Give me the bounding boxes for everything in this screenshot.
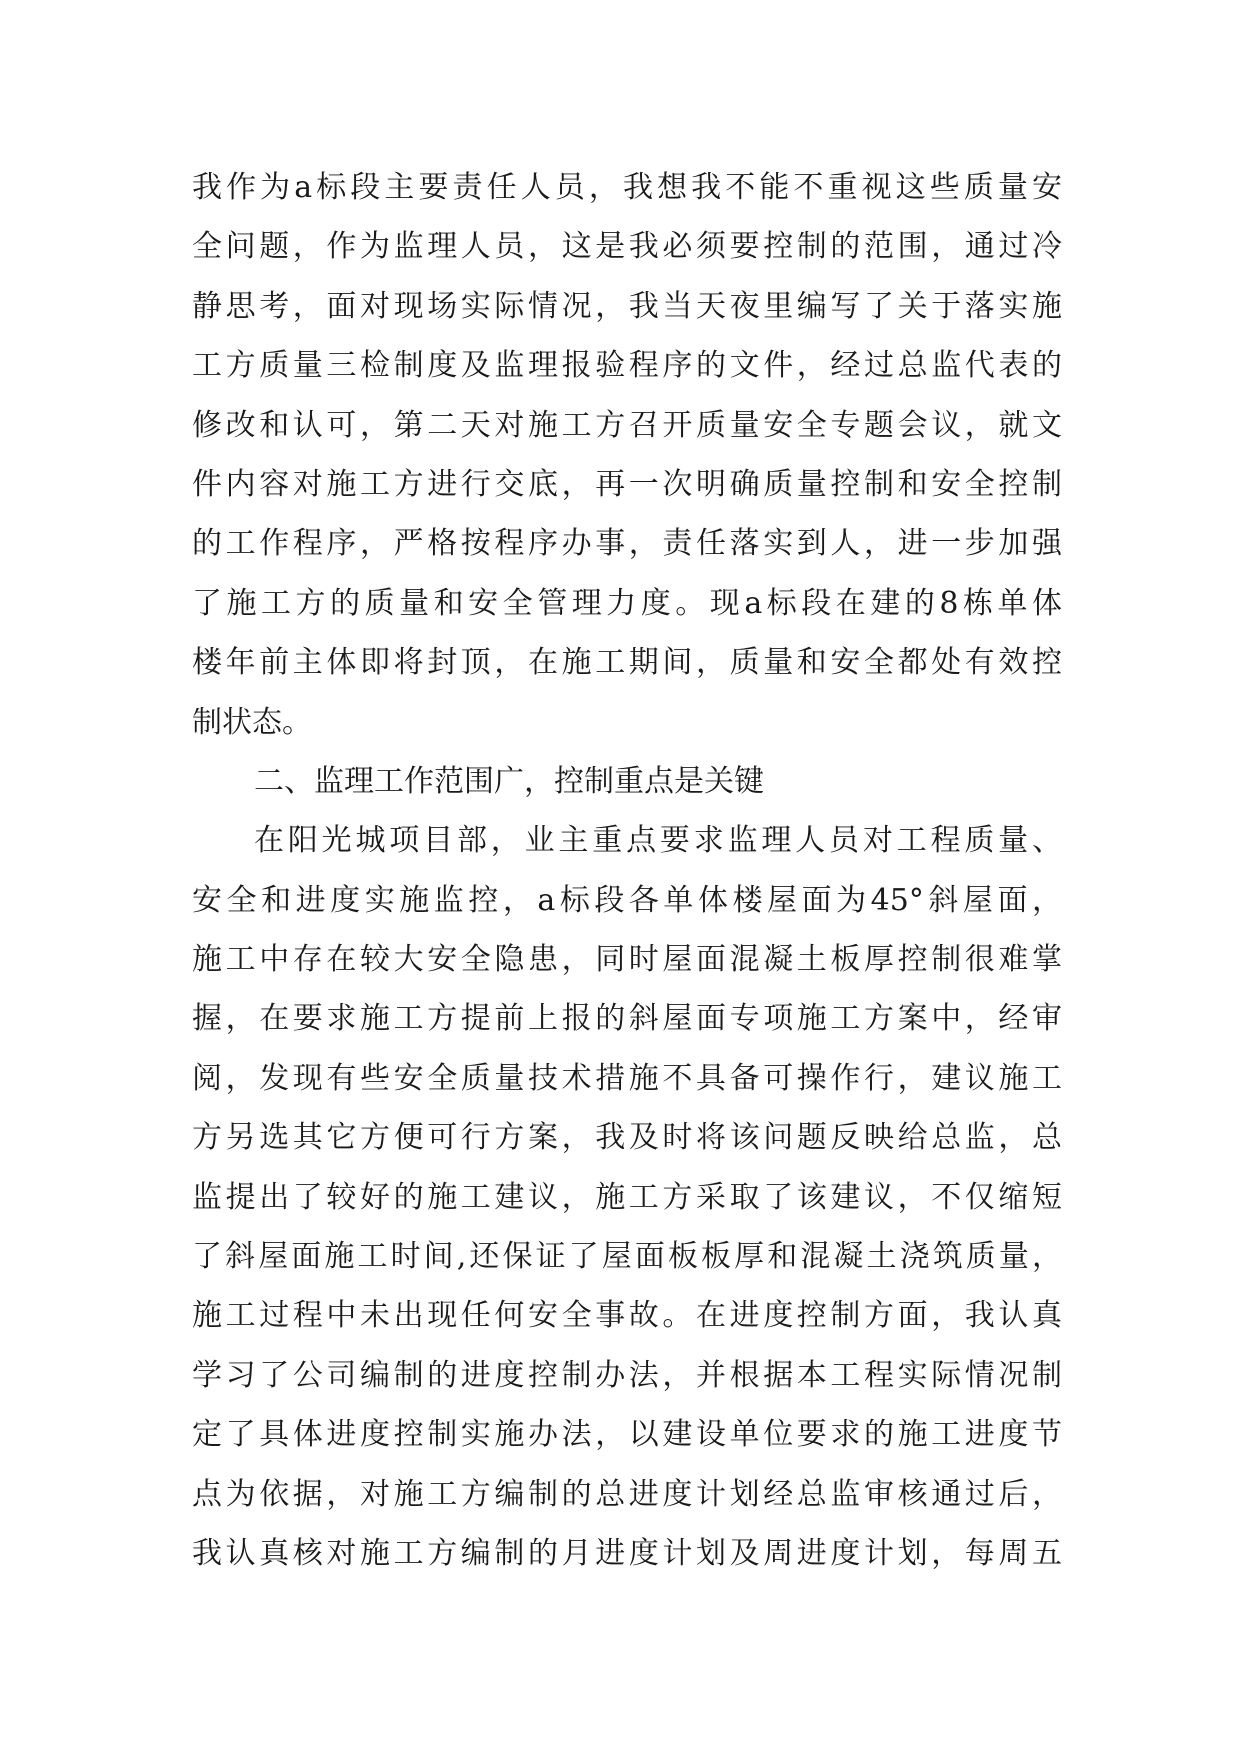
text-line: 我作为a标段主要责任人员，我想我不能不重视这些质量安	[192, 170, 1062, 205]
text-line: 定了具体进度控制实施办法，以建设单位要求的施工进度节	[192, 1417, 1062, 1453]
text-line: 在阳光城项目部，业主重点要求监理人员对工程质量、	[254, 823, 1062, 859]
text-line: 楼年前主体即将封顶，在施工期间，质量和安全都处有效控	[192, 645, 1062, 681]
text-line: 的工作程序，严格按程序办事，责任落实到人，进一步加强	[192, 526, 1062, 562]
document-body	[192, 158, 1062, 1583]
text-line: 件内容对施工方进行交底，再一次明确质量控制和安全控制	[192, 466, 1062, 502]
text-line: 监提出了较好的施工建议，施工方采取了该建议，不仅缩短	[192, 1179, 1062, 1215]
text-line: 学习了公司编制的进度控制办法，并根据本工程实际情况制	[192, 1357, 1062, 1393]
text-line: 工方质量三检制度及监理报验程序的文件，经过总监代表的	[192, 348, 1062, 384]
text-line: 施工中存在较大安全隐患，同时屋面混凝土板厚控制很难掌	[192, 942, 1062, 978]
text-line: 握，在要求施工方提前上报的斜屋面专项施工方案中，经审	[192, 1001, 1062, 1037]
text-line: 方另选其它方便可行方案，我及时将该问题反映给总监，总	[192, 1120, 1062, 1156]
text-line: 点为依据，对施工方编制的总进度计划经总监审核通过后，	[192, 1476, 1062, 1512]
text-line: 我认真核对施工方编制的月进度计划及周进度计划，每周五	[192, 1535, 1062, 1571]
section-heading: 二、监理工作范围广，控制重点是关键	[254, 763, 764, 799]
text-line: 了斜屋面施工时间,还保证了屋面板板厚和混凝土浇筑质量，	[192, 1239, 1062, 1275]
text-line: 全问题，作为监理人员，这是我必须要控制的范围，通过冷	[192, 229, 1062, 265]
text-line: 安全和进度实施监控，a标段各单体楼屋面为45°斜屋面，	[192, 882, 1062, 918]
text-line: 了施工方的质量和安全管理力度。现a标段在建的8栋单体	[192, 585, 1062, 621]
text-line: 施工过程中未出现任何安全事故。在进度控制方面，我认真	[192, 1298, 1062, 1334]
text-line: 静思考，面对现场实际情况，我当天夜里编写了关于落实施	[192, 288, 1062, 324]
text-line: 修改和认可，第二天对施工方召开质量安全专题会议，就文	[192, 407, 1062, 443]
text-line: 阅，发现有些安全质量技术措施不具备可操作行，建议施工	[192, 1060, 1062, 1096]
text-line: 制状态。	[192, 704, 312, 740]
